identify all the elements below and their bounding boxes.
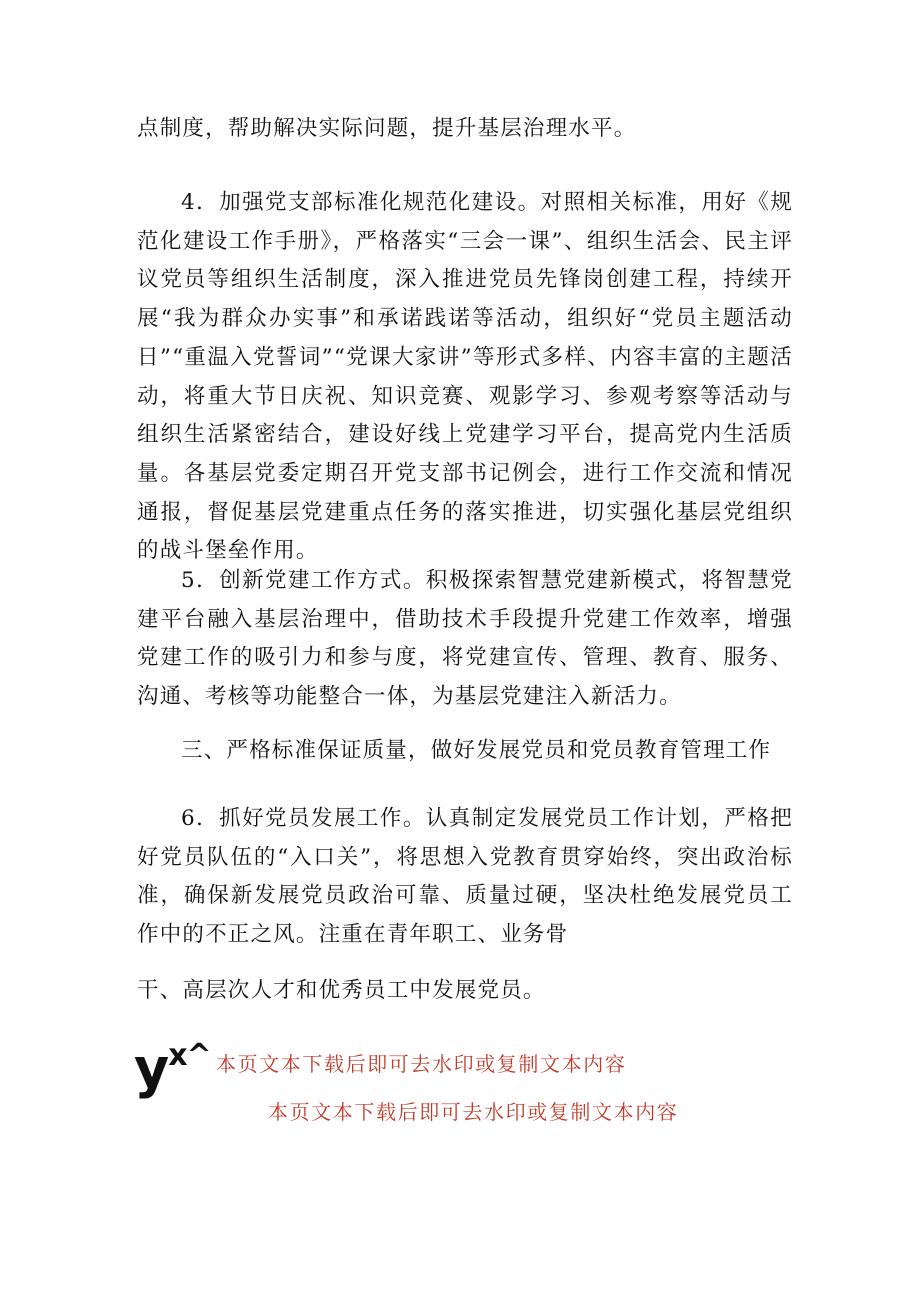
watermark-line-1: 本页文本下载后即可去水印或复制文本内容 xyxy=(216,1052,627,1076)
stray-mark xyxy=(134,1026,211,1099)
stray-mark-letter: y xyxy=(134,1037,169,1100)
paragraph-5: 5．创新党建工作方式。积极探索智慧党建新模式，将智慧党建平台融入基层治理中，借助技术手段提升党建工作效率，增强党建工作的吸引力和参与度，将党建宣传、管理、教育、服务、沟通、考核等功能整合一体，为基层党建注入新活力。 xyxy=(137,568,793,710)
paragraph-4: 4．加强党支部标准化规范化建设。对照相关标准，用好《规范化建设工作手册》，严格落实“三会一课”、组织生活会、民主评议党员等组织生活制度，深入推进党员先锋岗创建工程，持续开展“我为群众办实事”和承诺践诺等活动，组织好“党员主题活动日”“重温入党誓词”“党课大家讲”等形式多样、内容丰富的主题活动，将重大节日庆祝、知识竞赛、观影学习、参观考察等活动与组织生活紧密结合，建设好线上党建学习平台，提高党内生活质量。各基层党委定期召开党支部书记例会，进行工作交流和情况通报，督促基层党建重点任务的落实推进，切实强化基层党组织的战斗堡垒作用。 xyxy=(137,190,793,564)
section-heading-3: 三、严格标准保证质量，做好发展党员和党员教育管理工作 xyxy=(181,738,772,763)
stray-mark-superscript: x^ xyxy=(168,1038,211,1073)
watermark-line-2: 本页文本下载后即可去水印或复制文本内容 xyxy=(268,1100,679,1124)
paragraph-6: 6．抓好党员发展工作。认真制定发展党员工作计划，严格把好党员队伍的“入口关”，将思想入党教育贯穿始终，突出政治标准，确保新发展党员政治可靠、质量过硬，坚决杜绝发展党员工作中的不正之风。注重在青年职工、业务骨 xyxy=(137,806,793,948)
paragraph-intro-tail: 点制度，帮助解决实际问题，提升基层治理水平。 xyxy=(137,116,637,141)
paragraph-6-continued: 干、高层次人才和优秀员工中发展党员。 xyxy=(137,978,546,1003)
